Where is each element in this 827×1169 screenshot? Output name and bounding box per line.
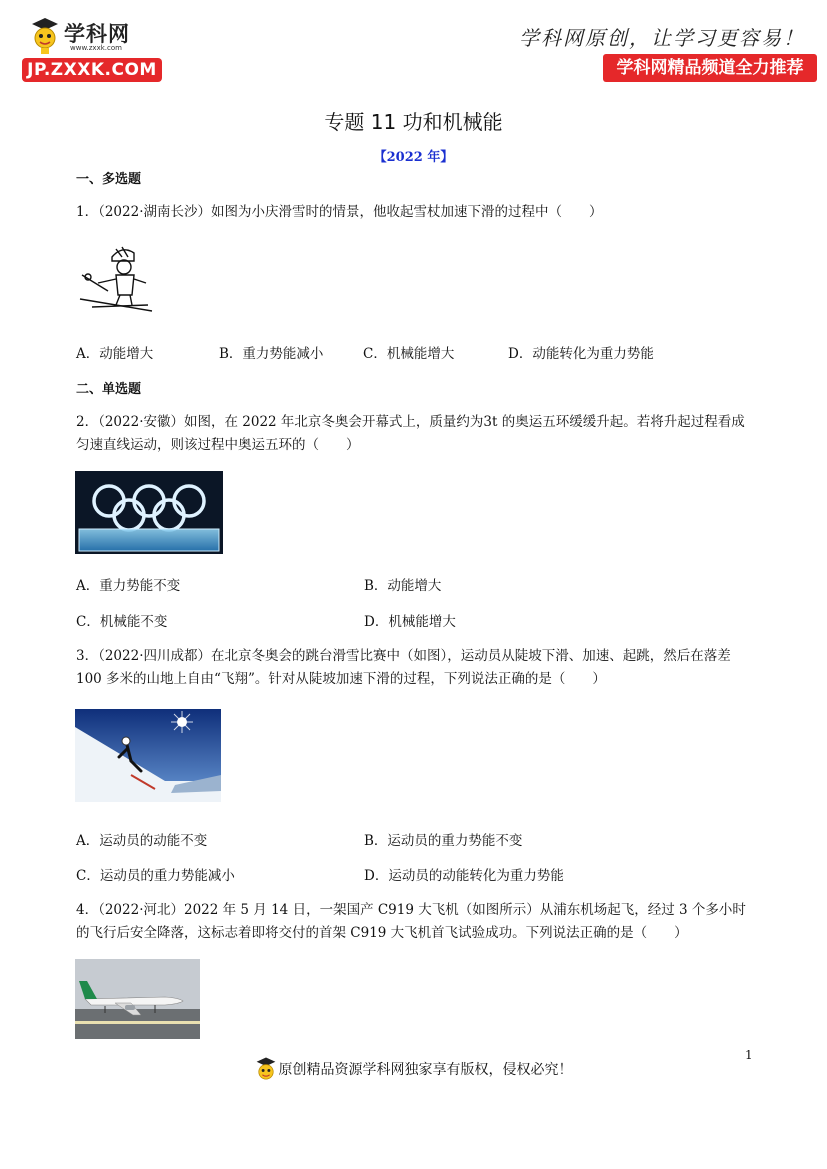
q2-option-b[interactable]: B．动能增大 [364, 578, 442, 594]
site-logo[interactable] [22, 16, 162, 84]
question-3-text: 3．（2022·四川成都）在北京冬奥会的跳台滑雪比赛中（如图），运动员从陡坡下滑、加速、起跳，然后在落差 100 多米的山地上自由“飞翔”。针对从陡坡加速下滑的过程，下列说法正确的是（ ） [76, 648, 731, 687]
promo-banner[interactable]: 学科网精品频道全力推荐 [603, 54, 817, 82]
q3-option-a[interactable]: A．运动员的动能不变 [76, 833, 208, 849]
year-heading: 【2022 年】 [373, 150, 454, 165]
footer-copyright [0, 1056, 827, 1086]
skier-figure [78, 243, 154, 315]
logo-name: 学科网 [64, 22, 130, 46]
copyright-text: 原创精品资源学科网独家享有版权，侵权必究！ [278, 1062, 573, 1078]
q1-option-a[interactable]: A．动能增大 [76, 346, 154, 362]
q3-option-c[interactable]: C．运动员的重力势能减小 [76, 868, 235, 884]
section-single-choice: 二、单选题 [76, 382, 142, 397]
page-title: 专题 11 功和机械能 [324, 110, 503, 134]
q3-option-b[interactable]: B．运动员的重力势能不变 [364, 833, 523, 849]
q3-option-d[interactable]: D．运动员的动能转化为重力势能 [364, 868, 564, 884]
q2-option-d[interactable]: D．机械能增大 [364, 614, 456, 630]
question-2-text: 2．（2022·安徽）如图，在 2022 年北京冬奥会开幕式上，质量约为3t 的奥运五环缓缓升起。若将升起过程看成匀速直线运动，则该过程中奥运五环的（ ） [76, 414, 745, 453]
q1-option-d[interactable]: D．动能转化为重力势能 [508, 346, 654, 362]
q1-option-b[interactable]: B．重力势能减小 [219, 346, 324, 362]
header-slogan: 学科网原创，让学习更容易！ [519, 26, 805, 50]
question-4-text: 4．（2022·河北）2022 年 5 月 14 日，一架国产 C919 大飞机（如图所示）从浦东机场起飞，经过 3 个多小时的飞行后安全降落，这标志着即将交付的首架 C919 大飞机首飞试验成功。下列说法正确的是（ ） [76, 902, 746, 941]
mascot-icon [255, 1056, 277, 1082]
page-number: 1 [745, 1048, 753, 1062]
q2-option-c[interactable]: C．机械能不变 [76, 614, 168, 630]
ski-jump-photo [75, 709, 221, 802]
question-1-text: 1．（2022·湖南长沙）如图为小庆滑雪时的情景，他收起雪杖加速下滑的过程中（ ） [76, 204, 603, 220]
mascot-icon [30, 16, 60, 56]
logo-url[interactable]: JP.ZXXK.COM [22, 58, 162, 82]
section-multi-choice: 一、多选题 [76, 172, 142, 187]
logo-subtitle: www.zxxk.com [70, 44, 122, 52]
q1-option-c[interactable]: C．机械能增大 [363, 346, 455, 362]
c919-airplane-photo [75, 959, 200, 1039]
q2-option-a[interactable]: A．重力势能不变 [76, 578, 181, 594]
olympic-rings-photo [75, 471, 223, 554]
